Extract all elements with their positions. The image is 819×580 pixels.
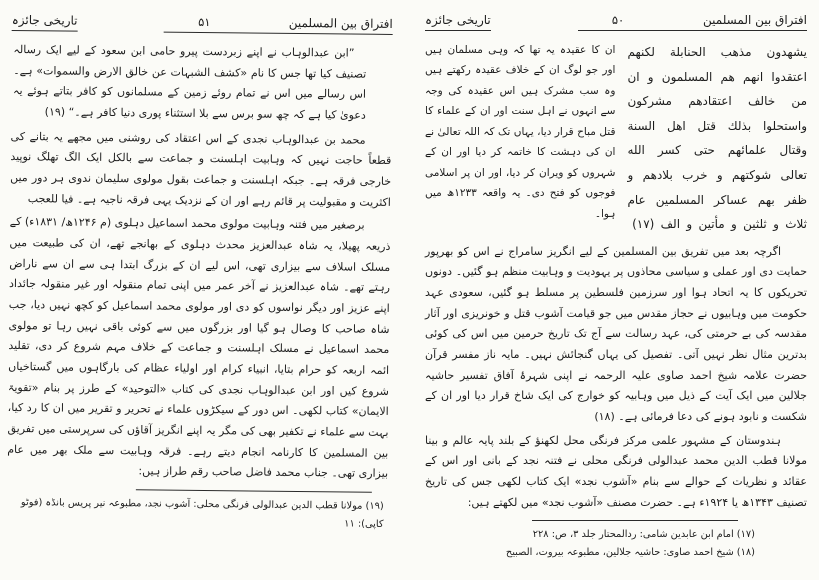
page-number: ۵۱ bbox=[198, 14, 211, 30]
page-51 bbox=[0, 0, 409, 580]
footnote-list bbox=[6, 494, 387, 533]
body-paragraph: محمد بن عبدالوہاب نجدی کے اس اعتقاد کی روشنی میں مجھے یہ بتانے کی قطعاً حاجت نہیں کہ وہابیت اہلسنت و جماعت سے بالکل ایک الگ تھلگ نوپید خارجی فرقہ ہے۔ جبکہ اہلسنت و جماعت بقول مولوی سلیمان ندوی ہر دور میں اکثریت و مقبولیت پر قائم رہے اور ان کے نزدیک یہی فرقہ ناجیہ ہے۔ فیا للعجب bbox=[10, 129, 392, 209]
book-title: افتراق بین المسلمین bbox=[288, 15, 393, 31]
footnote: (۱۸) شیخ احمد صاوی: حاشیہ جلالین، مطبوعہ بیروت، الصبیح bbox=[505, 547, 755, 559]
footnote: (۱۹) مولانا قطب الدین عبدالولی فرنگی محلی: آشوب نجد، مطبوعہ نیر پریس بانڈہ (فوٹو کاپی): ۱۱ bbox=[20, 497, 384, 530]
quotation-columns bbox=[425, 40, 807, 237]
urdu-translation-column: ان کا عقیدہ یہ تھا کہ وہی مسلمان ہیں اور جو لوگ ان کے خلاف عقیدہ رکھتے ہیں وہ سب مشرک ہیں اس عقیدہ کی وجہ سے انہوں نے اہل سنت اور ان کے علماء کا قتل مباح قرار دیا، یہاں تک کہ اللہ تعالیٰ نے ان کی دہشت کا خاتمہ کر دیا اور ان کے شہروں کو ویران کر دیا، اور ان پر اسلامی فوجوں کو فتح دی۔ یہ واقعہ ۱۲۳۳ھ میں ہوا۔ bbox=[425, 44, 616, 220]
page-50 bbox=[409, 0, 819, 578]
running-header bbox=[425, 13, 807, 31]
footnote-divider bbox=[532, 520, 738, 521]
footnote: (۱۷) امام ابن عابدین شامی: ردالمحتار جلد ۳، ص: ۲۲۸ bbox=[532, 529, 755, 541]
footnote-divider bbox=[136, 489, 372, 492]
running-header-main bbox=[578, 13, 807, 31]
running-header bbox=[12, 13, 393, 35]
body-paragraph: ہندوستان کے مشہور علمی مرکز فرنگی محل لکھنؤ کے بلند پایہ عالم و بینا مولانا قطب الدین محمد عبدالولی فرنگی محلی نے فتنہ نجد کے بانی اور اس کے عقائد و نظریات کے حوالے سے بنام «آشوب نجد» ایک کتاب لکھی جس کی تاریخ تصنیف ۱۳۴۳ھ یا ۱۹۲۴ء ہے۔ حضرت مصنف «آشوب نجد» میں لکھتے ہیں: bbox=[425, 433, 807, 509]
body-paragraph: اگرچہ بعد میں تفریق بین المسلمین کے لیے انگریز سامراج نے اس کو بھرپور حمایت دی اور عملی و سیاسی محاذوں پر یہودیت و وہابیت منظم ہو گئیں۔ دونوں تحریکوں کا یہ اتحاد ہوا اور سرزمین فلسطین پر مسلط ہو گئیں، سعودی عہد حکومت میں وہابیوں نے حجاز مقدس میں جو قیامت آشوب قتل و خونریزی اور آثار مقدسہ کی بے حرمتی کی، عہد رسالت سے آج تک تاریخ حرمین میں اس کی کوئی بدترین مثال نظر نہیں آتی۔ تفصیل کی یہاں گنجائش نہیں۔ مایہ ناز مفسر قرآن حضرت علامہ شیخ احمد صاوی علیہ الرحمہ نے اپنی شہرۂ آفاق تفسیر حاشیہ جلالین میں ایک آیت کے ذیل میں وہابیہ کو خوارج کی ایک شاخ قرار دیا اور ان کے شکست و نابود ہونے کی دعا فرمائی ہے۔ (۱۸) bbox=[425, 244, 807, 424]
block-quote: ”ابن عبدالوہاب نے اپنے زبردست پیرو حامی ابن سعود کے لیے ایک رسالہ تصنیف کیا تھا جس کا نام «کشف الشبہات عن خالق الارض والسموات» ہے۔ اس رسالے میں اس نے تمام روئے زمین کے مسلمانوں کو کافر بتاتے ہوئے یہ دعویٰ کیا ہے کہ چھ سو برس سے بلا استثناء پوری دنیا کافر ہے۔“ (۱۹) bbox=[12, 43, 367, 122]
footnote-list bbox=[425, 526, 807, 561]
book-title: افتراق بین المسلمین bbox=[703, 13, 807, 27]
arabic-quote-column: يشهدون مذهب الحنابلة لكنهم اعتقدوا انهم هم المسلمون و ان من خالف اعتقادهم مشركون واستحلوا بذلك قتل اهل السنة وقتال علمائهم حتى كسر الله تعالى شوكتهم و خرب بلادهم و ظفر بهم عساكر المسلمين عام ثلاث و ثلثين و مأتين و الف (۱۷) bbox=[627, 45, 807, 232]
body-paragraph: برصغیر میں فتنہ وہابیت مولوی محمد اسماعیل دہلوی (م ۱۲۴۶ھ/ ۱۸۳۱ء) کے ذریعہ پھیلا، یہ شاہ عبدالعزیز محدث دہلوی کے بھانجے تھے، ان کی طبیعت میں مسلک اسلاف سے بیزاری تھی، اس لیے ان کے بزرگ ابتدا ہی سے ان سے ناراض رہتے تھے۔ شاہ عبدالعزیز نے آخر عمر میں اپنی تمام منقولہ اور غیر منقولہ جائداد اپنے عزیز اور دیگر نواسوں کو دی اور مولوی محمد اسماعیل کو کچھ نہیں دیا، جب شاہ صاحب کا وصال ہو گیا اور بزرگوں میں سے کوئی باقی نہیں رہا تو مولوی محمد اسماعیل نے مسلک اہلسنت و جماعت کے خلاف مہم شروع کر دی، تقلید ائمہ اربعہ کو حرام بتایا، انبیاء کرام اور اولیاء عظام کی بارگاہوں میں گستاخیاں شروع کیں اور ابن عبدالوہاب نجدی کی کتاب «التوحید» کے طرز پر بنام «تقویۃ الایمان» کتاب لکھی۔ اس دور کے سیکڑوں علماء نے تحریر و تقریر میں ان کا رد کیا، بہت سے علماء نے تکفیر بھی کی مگر یہ اپنے انگریز آقاؤں کی سرپرستی میں تفریق بین المسلمین کا کارنامہ انجام دیتے رہے۔ فرقہ وہابیت سے ملک بھر میں عام بیزاری تھی۔ جناب محمد فاضل صاحب رقم طراز ہیں: bbox=[7, 215, 391, 481]
section-title: تاریخی جائزہ bbox=[12, 13, 78, 32]
section-title: تاریخی جائزہ bbox=[425, 13, 491, 31]
running-header-main bbox=[164, 15, 393, 35]
page-number: ۵۰ bbox=[611, 13, 625, 27]
